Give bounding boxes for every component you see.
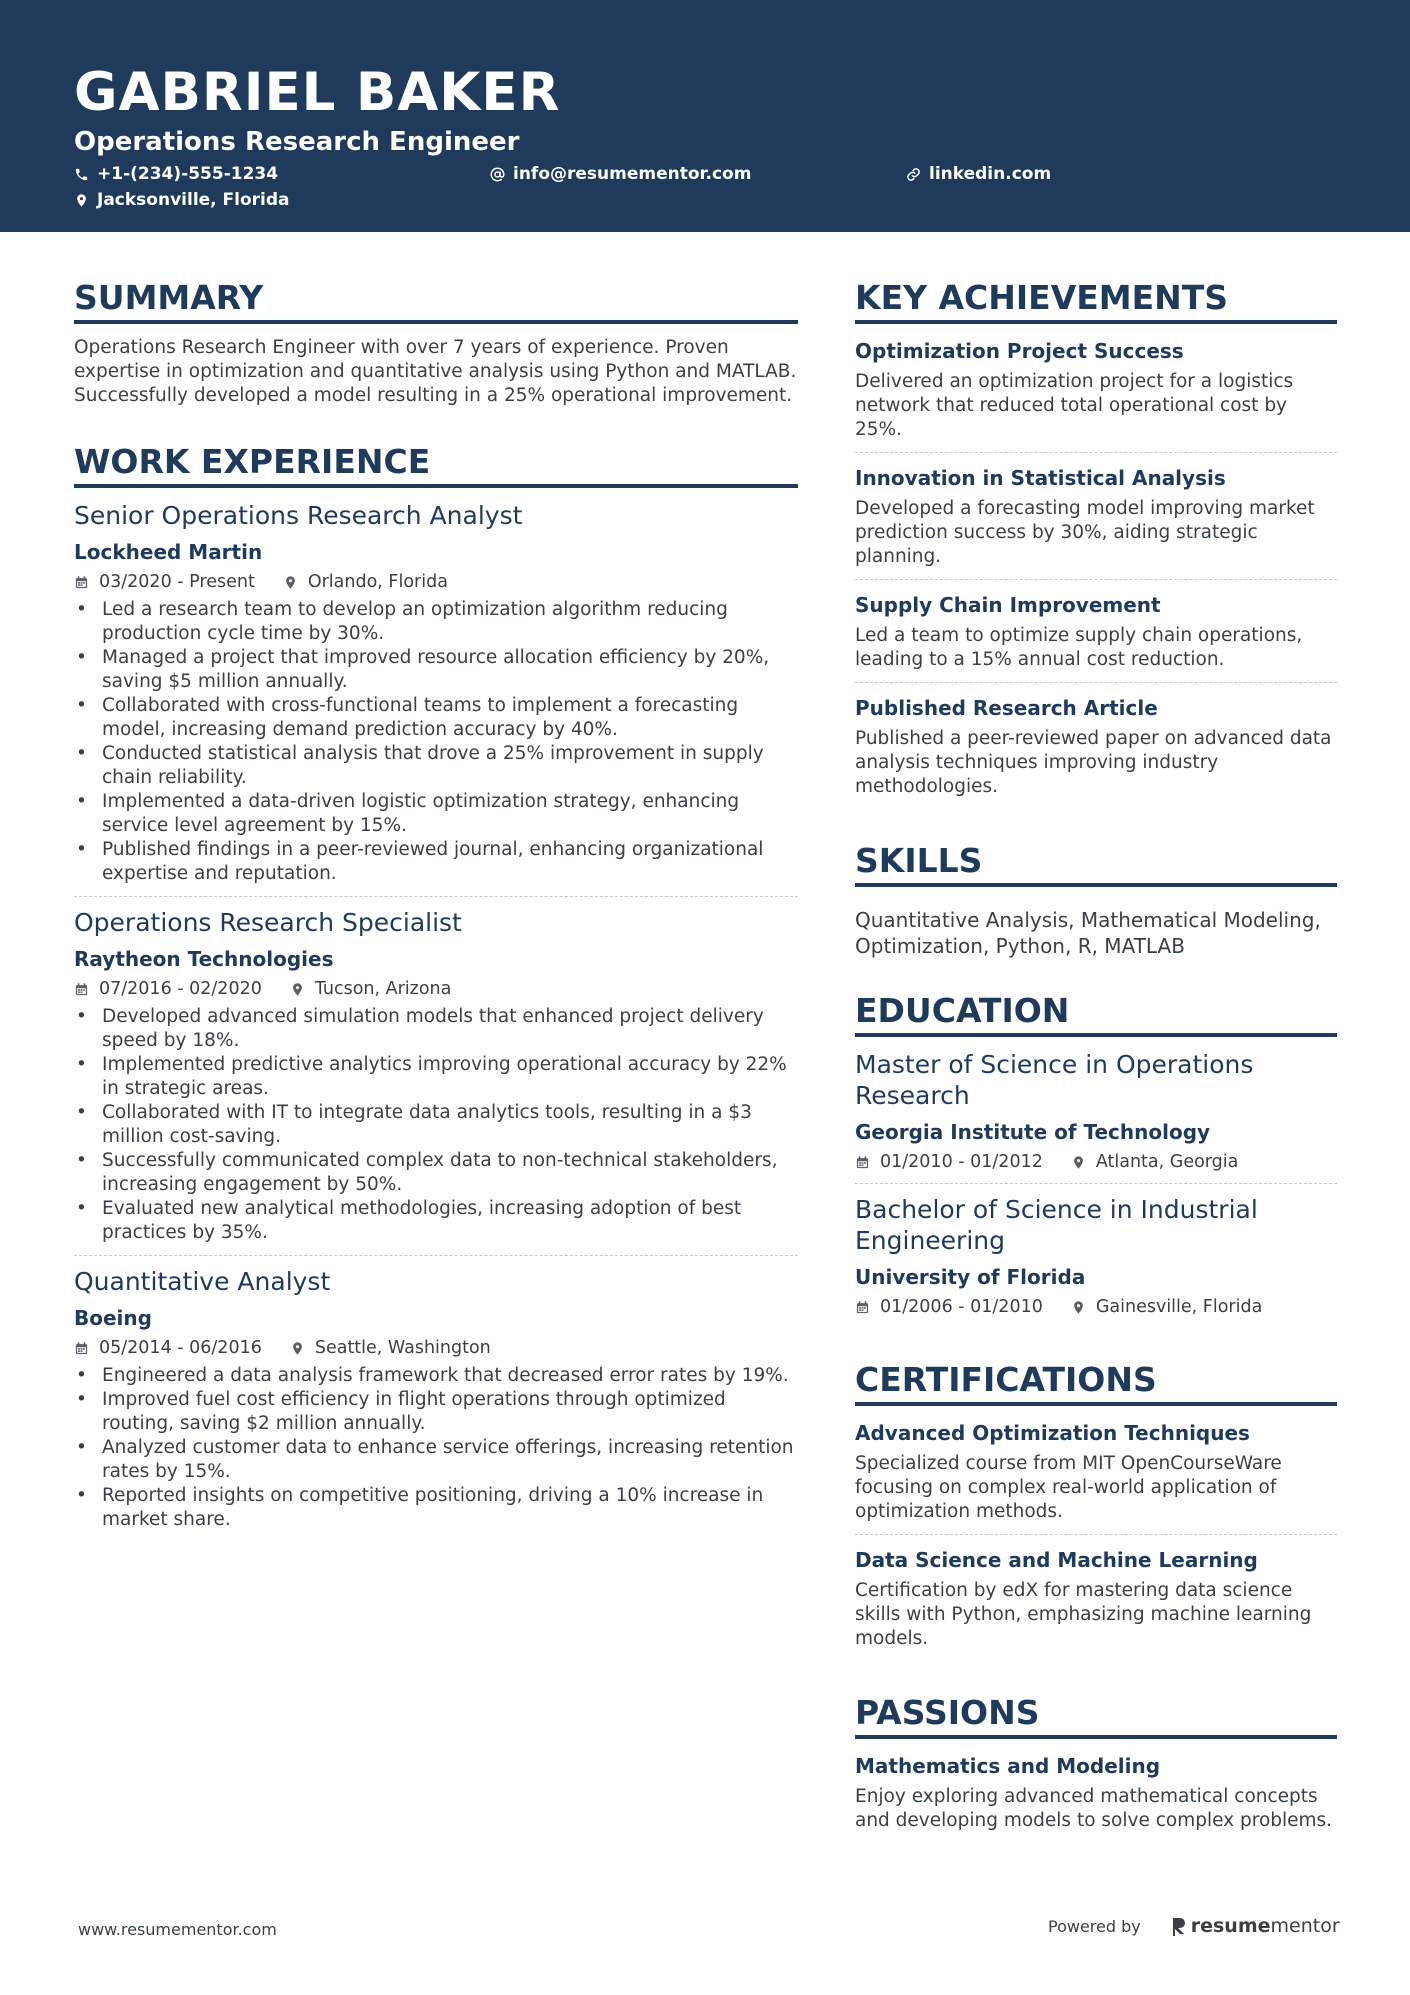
job-bullet: • Led a research team to develop an optimization algorithm reducing production cycle time by 30%. <box>74 598 798 646</box>
powered-by-text: Powered by <box>1048 1916 1141 1936</box>
achievement-title: Supply Chain Improvement <box>855 593 1161 617</box>
job-location-text: Orlando, Florida <box>307 572 448 592</box>
job-location-text: Tucson, Arizona <box>314 979 452 999</box>
achievement-title: Optimization Project Success <box>855 339 1184 363</box>
certification-text: Specialized course from MIT OpenCourseWare focusing on complex real-world application of optimization methods. <box>855 1453 1282 1522</box>
candidate-name: GABRIEL BAKER <box>74 62 561 123</box>
job-company: Boeing <box>74 1306 152 1330</box>
job-bullet: • Engineered a data analysis framework that decreased error rates by 19%. <box>74 1364 798 1388</box>
job-dates-text: 07/2016 - 02/2020 <box>99 979 262 999</box>
right-column <box>855 278 1337 1875</box>
email-text[interactable]: info@resumementor.com <box>513 164 752 184</box>
skills-text: Quantitative Analysis, Mathematical Modeling, Optimization, Python, R, MATLAB <box>855 908 1321 958</box>
calendar-icon <box>74 982 89 997</box>
achievement-title: Innovation in Statistical Analysis <box>855 466 1226 490</box>
passions-heading: PASSIONS <box>855 1693 1337 1739</box>
certification-title: Data Science and Machine Learning <box>855 1548 1258 1572</box>
education-item <box>855 1049 1337 1184</box>
education-degree: Master of Science in Operations Research <box>855 1050 1254 1110</box>
map-pin-icon <box>290 982 305 997</box>
certifications-section <box>855 1360 1337 1661</box>
contact-email[interactable] <box>490 163 751 185</box>
achievement-item <box>855 590 1337 683</box>
passion-text: Enjoy exploring advanced mathematical concepts and developing models to solve complex problems. <box>855 1786 1333 1831</box>
achievement-text: Led a team to optimize supply chain operations, leading to a 15% annual cost reduction. <box>855 625 1303 670</box>
calendar-icon <box>855 1300 870 1315</box>
linkedin-text[interactable]: linkedin.com <box>929 164 1052 184</box>
map-pin-icon <box>290 1341 305 1356</box>
job-bullet: • Developed advanced simulation models that enhanced project delivery speed by 18%. <box>74 1005 798 1053</box>
contact-phone <box>74 163 278 185</box>
education-heading: EDUCATION <box>855 991 1337 1037</box>
job-bullet: • Implemented predictive analytics improving operational accuracy by 22% in strategic areas. <box>74 1053 798 1101</box>
achievement-text: Delivered an optimization project for a logistics network that reduced total operational cost by 25%. <box>855 371 1294 440</box>
calendar-icon <box>855 1155 870 1170</box>
experience-section <box>74 442 798 1542</box>
job-bullets <box>74 1005 798 1245</box>
map-pin-icon <box>1071 1300 1086 1315</box>
summary-heading: SUMMARY <box>74 278 798 324</box>
contact-location <box>74 189 290 211</box>
education-degree: Bachelor of Science in Industrial Engineering <box>855 1195 1258 1255</box>
education-meta <box>855 1151 1337 1173</box>
job-company: Raytheon Technologies <box>74 947 334 971</box>
job-bullets <box>74 598 798 886</box>
map-pin-icon <box>1071 1155 1086 1170</box>
phone-icon <box>74 167 89 182</box>
job-dates-text: 05/2014 - 06/2016 <box>99 1338 262 1358</box>
left-column <box>74 278 798 1542</box>
job-dates <box>74 1337 262 1359</box>
education-dates <box>855 1151 1043 1173</box>
certification-title: Advanced Optimization Techniques <box>855 1421 1250 1445</box>
job-meta <box>74 978 798 1000</box>
passion-item <box>855 1751 1337 1843</box>
candidate-title: Operations Research Engineer <box>74 127 520 157</box>
achievements-section <box>855 278 1337 809</box>
job-bullet: • Published findings in a peer-reviewed journal, enhancing organizational expertise and reputation. <box>74 838 798 886</box>
job-location <box>290 978 452 1000</box>
brand-logo[interactable] <box>1171 1915 1340 1937</box>
job-bullet: • Collaborated with IT to integrate data analytics tools, resulting in a $3 million cost-saving. <box>74 1101 798 1149</box>
passion-title: Mathematics and Modeling <box>855 1754 1161 1778</box>
job-bullet: • Implemented a data-driven logistic optimization strategy, enhancing service level agreement by 15%. <box>74 790 798 838</box>
job-dates-text: 03/2020 - Present <box>99 572 255 592</box>
achievement-item <box>855 463 1337 580</box>
job-entry <box>74 907 798 1256</box>
footer-website[interactable]: www.resumementor.com <box>78 1920 277 1939</box>
education-location <box>1071 1151 1239 1173</box>
calendar-icon <box>74 1341 89 1356</box>
education-section <box>855 991 1337 1328</box>
education-dates <box>855 1296 1043 1318</box>
resume-header <box>0 0 1410 232</box>
job-meta <box>74 571 798 593</box>
phone-text: +1-(234)-555-1234 <box>97 164 279 184</box>
education-dates-text: 01/2006 - 01/2010 <box>880 1297 1043 1317</box>
resumementor-logo-icon <box>1171 1916 1187 1936</box>
calendar-icon <box>74 575 89 590</box>
certification-item <box>855 1545 1337 1661</box>
education-dates-text: 01/2010 - 01/2012 <box>880 1152 1043 1172</box>
education-item <box>855 1194 1337 1328</box>
footer-branding <box>1048 1915 1340 1937</box>
location-text: Jacksonville, Florida <box>97 190 290 210</box>
education-school: Georgia Institute of Technology <box>855 1120 1211 1144</box>
summary-section <box>74 278 798 408</box>
certifications-heading: CERTIFICATIONS <box>855 1360 1337 1406</box>
summary-text: Operations Research Engineer with over 7 years of experience. Proven expertise in optimization and quantitative analysis using Python and MATLAB. Successfully developed a model resulting in a 25% operational improvement. <box>74 337 797 406</box>
achievement-title: Published Research Article <box>855 696 1158 720</box>
job-company: Lockheed Martin <box>74 540 263 564</box>
job-bullet: • Conducted statistical analysis that drove a 25% improvement in supply chain reliability. <box>74 742 798 790</box>
education-school: University of Florida <box>855 1265 1086 1289</box>
job-meta <box>74 1337 798 1359</box>
passions-section <box>855 1693 1337 1843</box>
job-dates <box>74 978 262 1000</box>
job-role: Operations Research Specialist <box>74 908 462 937</box>
education-meta <box>855 1296 1337 1318</box>
job-location-text: Seattle, Washington <box>314 1338 491 1358</box>
map-pin-icon <box>283 575 298 590</box>
achievements-heading: KEY ACHIEVEMENTS <box>855 278 1337 324</box>
achievement-text: Developed a forecasting model improving market prediction success by 30%, aiding strategic planning. <box>855 498 1315 567</box>
job-bullet: • Successfully communicated complex data to non-technical stakeholders, increasing engagement by 50%. <box>74 1149 798 1197</box>
education-location-text: Gainesville, Florida <box>1095 1297 1263 1317</box>
certification-text: Certification by edX for mastering data science skills with Python, emphasizing machine learning models. <box>855 1580 1312 1649</box>
skills-section <box>855 841 1337 959</box>
job-bullet: • Analyzed customer data to enhance service offerings, increasing retention rates by 15%. <box>74 1436 798 1484</box>
job-bullet: • Collaborated with cross-functional teams to implement a forecasting model, increasing demand prediction accuracy by 40%. <box>74 694 798 742</box>
job-bullet: • Reported insights on competitive positioning, driving a 10% increase in market share. <box>74 1484 798 1532</box>
brand-name-bold: resume <box>1190 1915 1271 1937</box>
job-location <box>290 1337 491 1359</box>
experience-heading: WORK EXPERIENCE <box>74 442 798 488</box>
skills-heading: SKILLS <box>855 841 1337 887</box>
education-location-text: Atlanta, Georgia <box>1095 1152 1239 1172</box>
job-entry <box>74 1266 798 1542</box>
achievement-item <box>855 693 1337 809</box>
job-bullet: • Evaluated new analytical methodologies, increasing adoption of best practices by 35%. <box>74 1197 798 1245</box>
job-entry <box>74 500 798 897</box>
job-bullet: • Improved fuel cost efficiency in flight operations through optimized routing, saving $2 million annually. <box>74 1388 798 1436</box>
link-icon <box>906 167 921 182</box>
achievement-item <box>855 336 1337 453</box>
job-bullets <box>74 1364 798 1532</box>
certification-item <box>855 1418 1337 1535</box>
contact-linkedin[interactable] <box>906 163 1051 185</box>
job-role: Senior Operations Research Analyst <box>74 501 523 530</box>
job-bullet: • Managed a project that improved resource allocation efficiency by 20%, saving $5 million annually. <box>74 646 798 694</box>
at-sign-icon <box>490 167 505 182</box>
achievement-text: Published a peer-reviewed paper on advanced data analysis techniques improving industry methodologies. <box>855 728 1332 797</box>
job-role: Quantitative Analyst <box>74 1267 331 1296</box>
education-location <box>1071 1296 1262 1318</box>
map-pin-icon <box>74 193 89 208</box>
brand-name-light: mentor <box>1270 1915 1340 1937</box>
job-location <box>283 571 448 593</box>
job-dates <box>74 571 255 593</box>
